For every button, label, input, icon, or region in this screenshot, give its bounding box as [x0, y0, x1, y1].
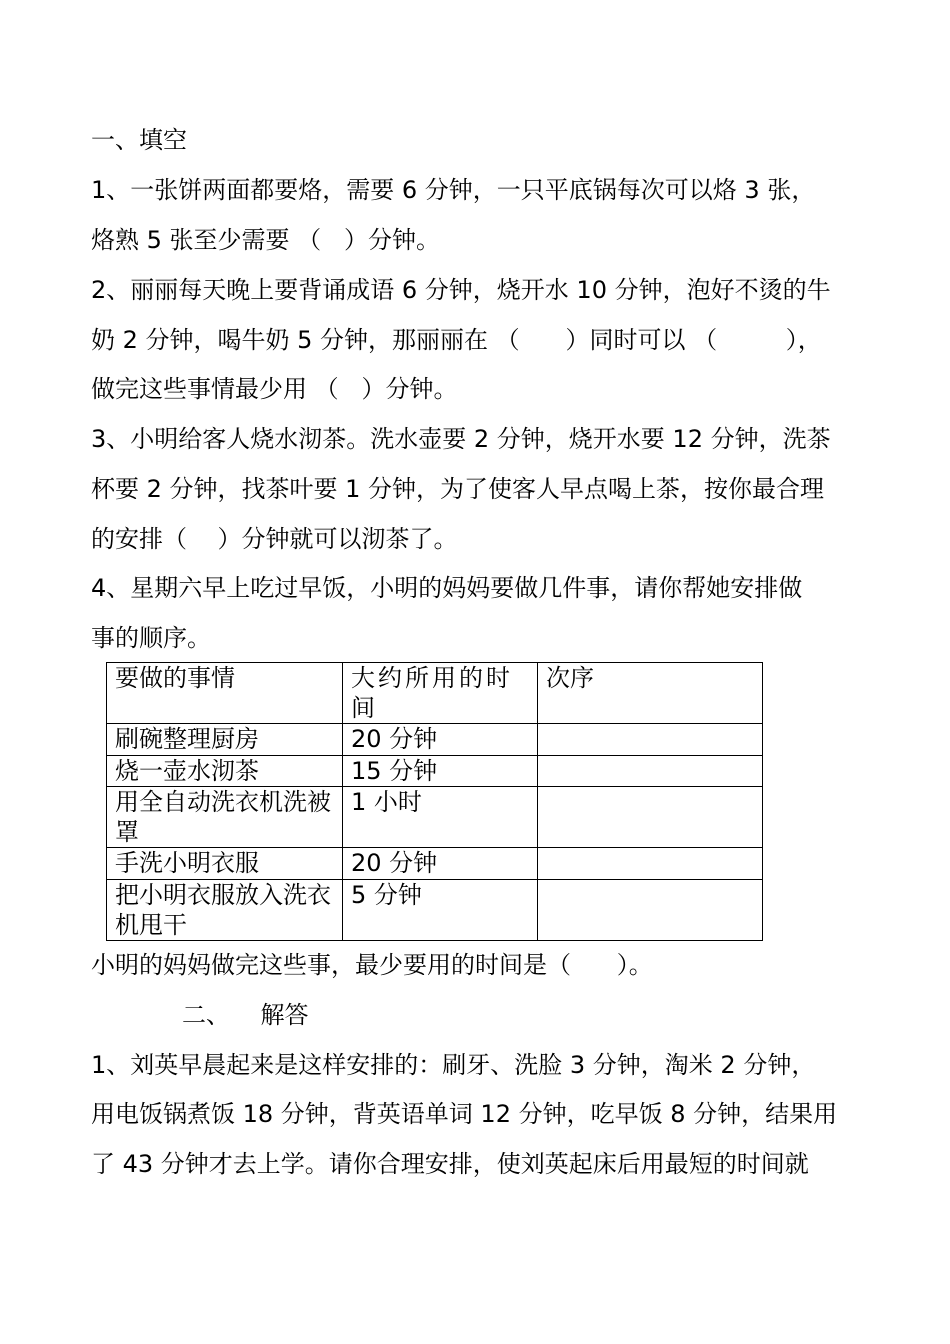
header-order: 次序 — [538, 663, 763, 724]
task-cell: 把小明衣服放入洗衣机甩干 — [107, 880, 343, 941]
header-time: 大约所用的时间 — [343, 663, 538, 724]
q4-line1: 4、星期六早上吃过早饭，小明的妈妈要做几件事，请你帮她安排做 — [91, 574, 803, 602]
q2-line1: 2、丽丽每天晚上要背诵成语 6 分钟，烧开水 10 分钟，泡好不烫的牛 — [91, 276, 831, 304]
table-header-row — [107, 663, 763, 724]
table-row — [107, 756, 763, 787]
table-row — [107, 880, 763, 941]
task-cell: 烧一壶水沏茶 — [107, 756, 343, 787]
q3-line1: 3、小明给客人烧水沏茶。洗水壶要 2 分钟，烧开水要 12 分钟，洗茶 — [91, 425, 831, 453]
q4-answer-line: 小明的妈妈做完这些事，最少要用的时间是（ ）。 — [91, 951, 653, 979]
time-cell: 20 分钟 — [343, 848, 538, 880]
time-cell: 1 小时 — [343, 787, 538, 848]
q4-line2: 事的顺序。 — [91, 624, 211, 652]
task-cell: 用全自动洗衣机洗被罩 — [107, 787, 343, 848]
table-row — [107, 787, 763, 848]
header-task: 要做的事情 — [107, 663, 343, 724]
task-cell: 手洗小明衣服 — [107, 848, 343, 880]
table-row — [107, 724, 763, 756]
q1-line2: 烙熟 5 张至少需要 （ ）分钟。 — [91, 226, 441, 254]
task-cell: 刷碗整理厨房 — [107, 724, 343, 756]
q2-line3: 做完这些事情最少用 （ ）分钟。 — [91, 375, 458, 403]
section2-heading: 二、 解答 — [182, 1001, 309, 1029]
order-cell[interactable] — [538, 848, 763, 880]
order-cell[interactable] — [538, 724, 763, 756]
section1-heading: 一、填空 — [91, 126, 187, 154]
task-table — [106, 662, 763, 941]
time-cell: 5 分钟 — [343, 880, 538, 941]
s2-q1-line1: 1、刘英早晨起来是这样安排的：刷牙、洗脸 3 分钟，淘米 2 分钟， — [91, 1051, 816, 1079]
s2-q1-line3: 了 43 分钟才去上学。请你合理安排，使刘英起床后用最短的时间就 — [91, 1150, 809, 1178]
q1-line1: 1、一张饼两面都要烙，需要 6 分钟，一只平底锅每次可以烙 3 张， — [91, 176, 816, 204]
order-cell[interactable] — [538, 756, 763, 787]
order-cell[interactable] — [538, 880, 763, 941]
time-cell: 15 分钟 — [343, 756, 538, 787]
q2-line2: 奶 2 分钟，喝牛奶 5 分钟，那丽丽在 （ ）同时可以 （ ）， — [91, 326, 822, 354]
order-cell[interactable] — [538, 787, 763, 848]
q3-line2: 杯要 2 分钟，找茶叶要 1 分钟，为了使客人早点喝上茶，按你最合理 — [91, 475, 825, 503]
time-cell: 20 分钟 — [343, 724, 538, 756]
q3-line3: 的安排（ ）分钟就可以沏茶了。 — [91, 525, 458, 553]
table-row — [107, 848, 763, 880]
s2-q1-line2: 用电饭锅煮饭 18 分钟，背英语单词 12 分钟，吃早饭 8 分钟，结果用 — [91, 1100, 838, 1128]
